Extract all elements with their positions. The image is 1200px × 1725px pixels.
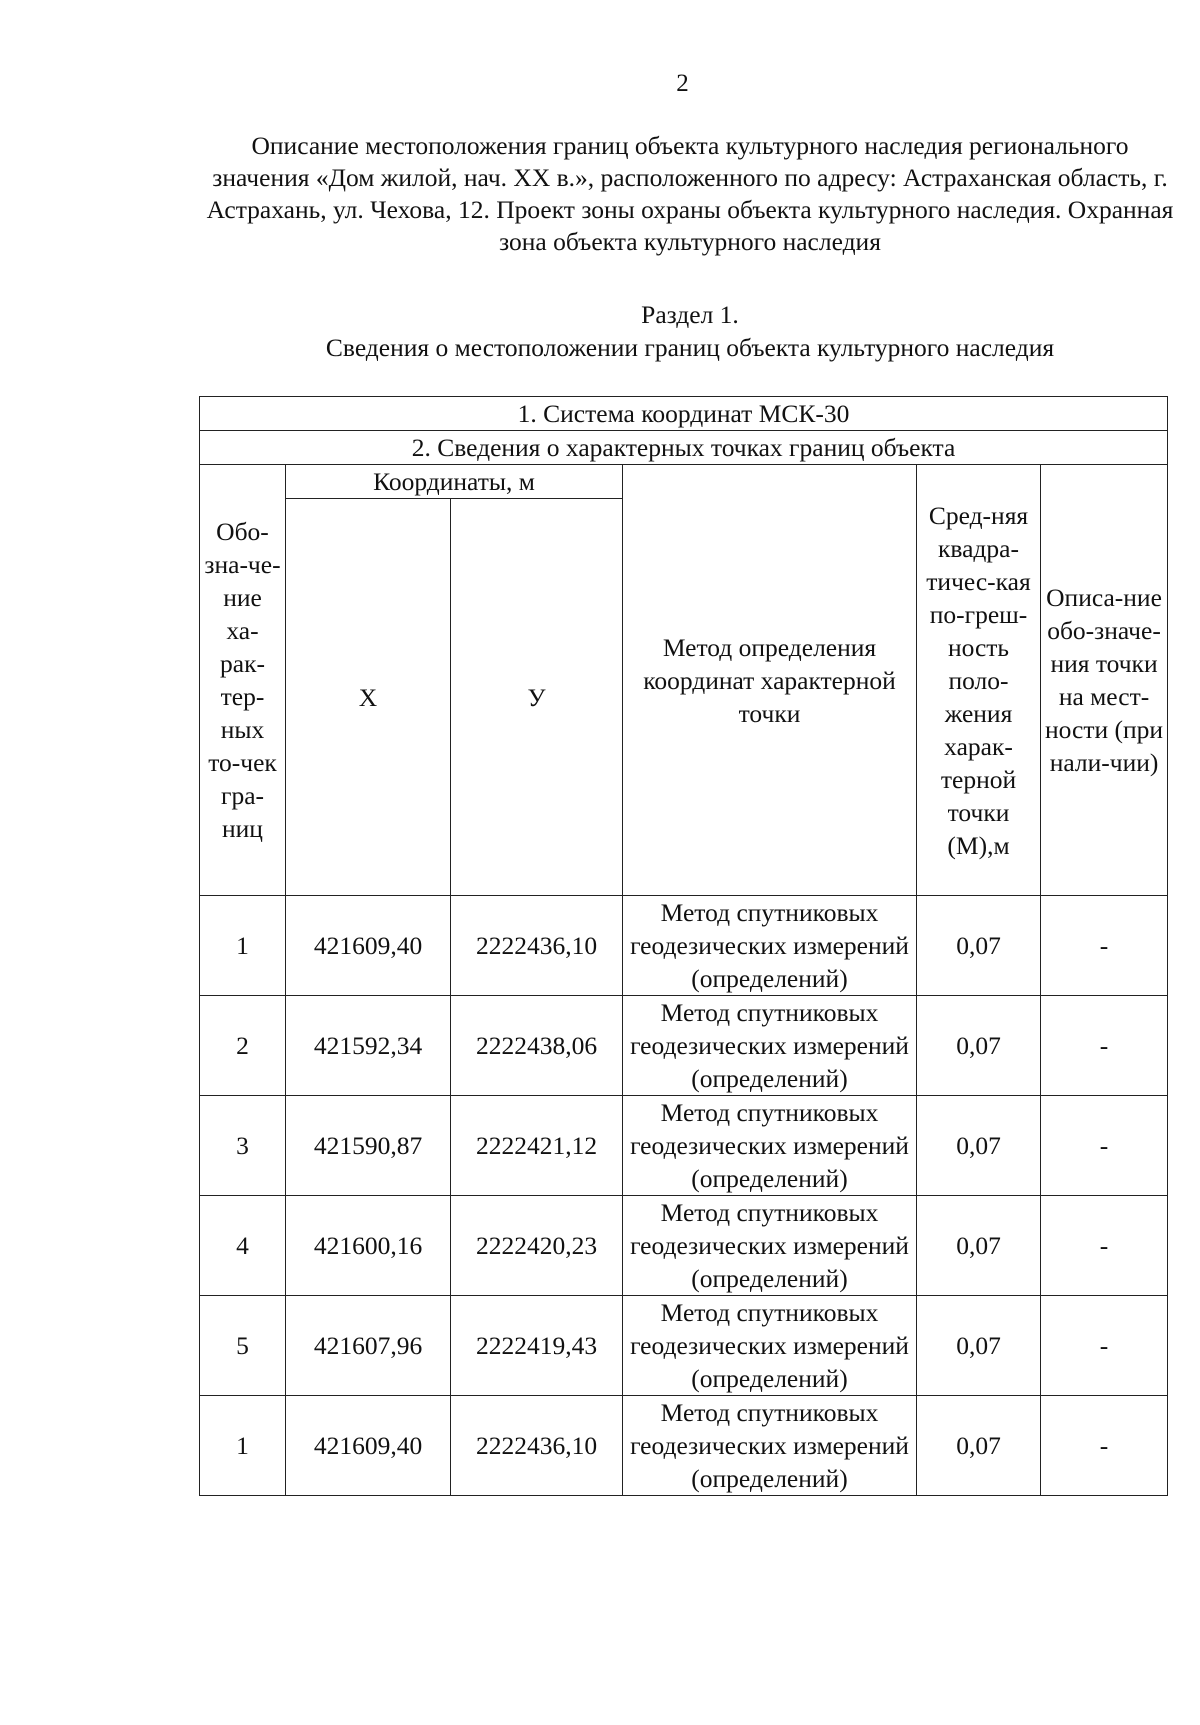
- point-id: 3: [200, 1096, 286, 1196]
- designation-header: Обо-зна-че-ние ха-рак-тер-ных то-чек гра-ниц: [200, 465, 286, 896]
- x-coordinate: 421592,34: [286, 996, 451, 1096]
- point-id: 1: [200, 896, 286, 996]
- method-cell: Метод спутниковых геодезических измерений (определений): [623, 1196, 917, 1296]
- document-title: Описание местоположения границ объекта культурного наследия регионального значения «Дом жилой, нач. XX в.», расположенного по адресу: Астраханская область, г. Астрахань, ул. Чехова, 12. Проект зоны охраны объекта культурного наследия. Охранная зона объекта культурного наследия: [206, 131, 1174, 256]
- point-id: 2: [200, 996, 286, 1096]
- description-header: Описа-ние обо-значе-ния точки на мест-ности (при нали-чии): [1041, 465, 1168, 896]
- table-row: [200, 1296, 1168, 1396]
- table-row: [200, 1196, 1168, 1296]
- section-label: Раздел 1.: [641, 300, 739, 329]
- method-cell: Метод спутниковых геодезических измерений (определений): [623, 996, 917, 1096]
- method-cell: Метод спутниковых геодезических измерений (определений): [623, 896, 917, 996]
- error-cell: 0,07: [917, 1096, 1041, 1196]
- table-row: [200, 896, 1168, 996]
- method-cell: Метод спутниковых геодезических измерений (определений): [623, 1296, 917, 1396]
- table-row: [200, 1096, 1168, 1196]
- coordinates-table: [199, 396, 1168, 1496]
- x-coordinate: 421600,16: [286, 1196, 451, 1296]
- y-coordinate: 2222421,12: [451, 1096, 623, 1196]
- section-subtitle: Сведения о местоположении границ объекта культурного наследия: [325, 333, 1055, 362]
- x-coordinate: 421590,87: [286, 1096, 451, 1196]
- point-id: 5: [200, 1296, 286, 1396]
- description-cell: -: [1041, 896, 1168, 996]
- description-cell: -: [1041, 1196, 1168, 1296]
- description-cell: -: [1041, 1396, 1168, 1496]
- y-coordinate: 2222419,43: [451, 1296, 623, 1396]
- table-row: [200, 1396, 1168, 1496]
- coordinate-system-row: 1. Система координат МСК-30: [200, 397, 1168, 431]
- error-cell: 0,07: [917, 996, 1041, 1096]
- description-cell: -: [1041, 1296, 1168, 1396]
- section-heading: [200, 298, 1180, 364]
- error-cell: 0,07: [917, 1196, 1041, 1296]
- table-row: [200, 996, 1168, 1096]
- y-coordinate: 2222438,06: [451, 996, 623, 1096]
- description-cell: -: [1041, 1096, 1168, 1196]
- coordinates-header: Координаты, м: [286, 465, 623, 499]
- x-coordinate: 421607,96: [286, 1296, 451, 1396]
- error-cell: 0,07: [917, 1296, 1041, 1396]
- y-coordinate: 2222436,10: [451, 1396, 623, 1496]
- method-cell: Метод спутниковых геодезических измерений (определений): [623, 1096, 917, 1196]
- x-coordinate: 421609,40: [286, 896, 451, 996]
- x-coordinate: 421609,40: [286, 1396, 451, 1496]
- y-coordinate: 2222436,10: [451, 896, 623, 996]
- description-cell: -: [1041, 996, 1168, 1096]
- x-header: X: [286, 499, 451, 896]
- y-header: У: [451, 499, 623, 896]
- boundary-points-row: 2. Сведения о характерных точках границ объекта: [200, 431, 1168, 465]
- point-id: 1: [200, 1396, 286, 1496]
- page-number: 2: [676, 70, 689, 97]
- method-header: Метод определения координат характерной точки: [623, 465, 917, 896]
- y-coordinate: 2222420,23: [451, 1196, 623, 1296]
- point-id: 4: [200, 1196, 286, 1296]
- error-cell: 0,07: [917, 896, 1041, 996]
- method-cell: Метод спутниковых геодезических измерений (определений): [623, 1396, 917, 1496]
- error-header: Сред-няя квадра-тичес-кая по-греш-ность поло-жения харак-терной точки (М),м: [917, 465, 1041, 896]
- error-cell: 0,07: [917, 1396, 1041, 1496]
